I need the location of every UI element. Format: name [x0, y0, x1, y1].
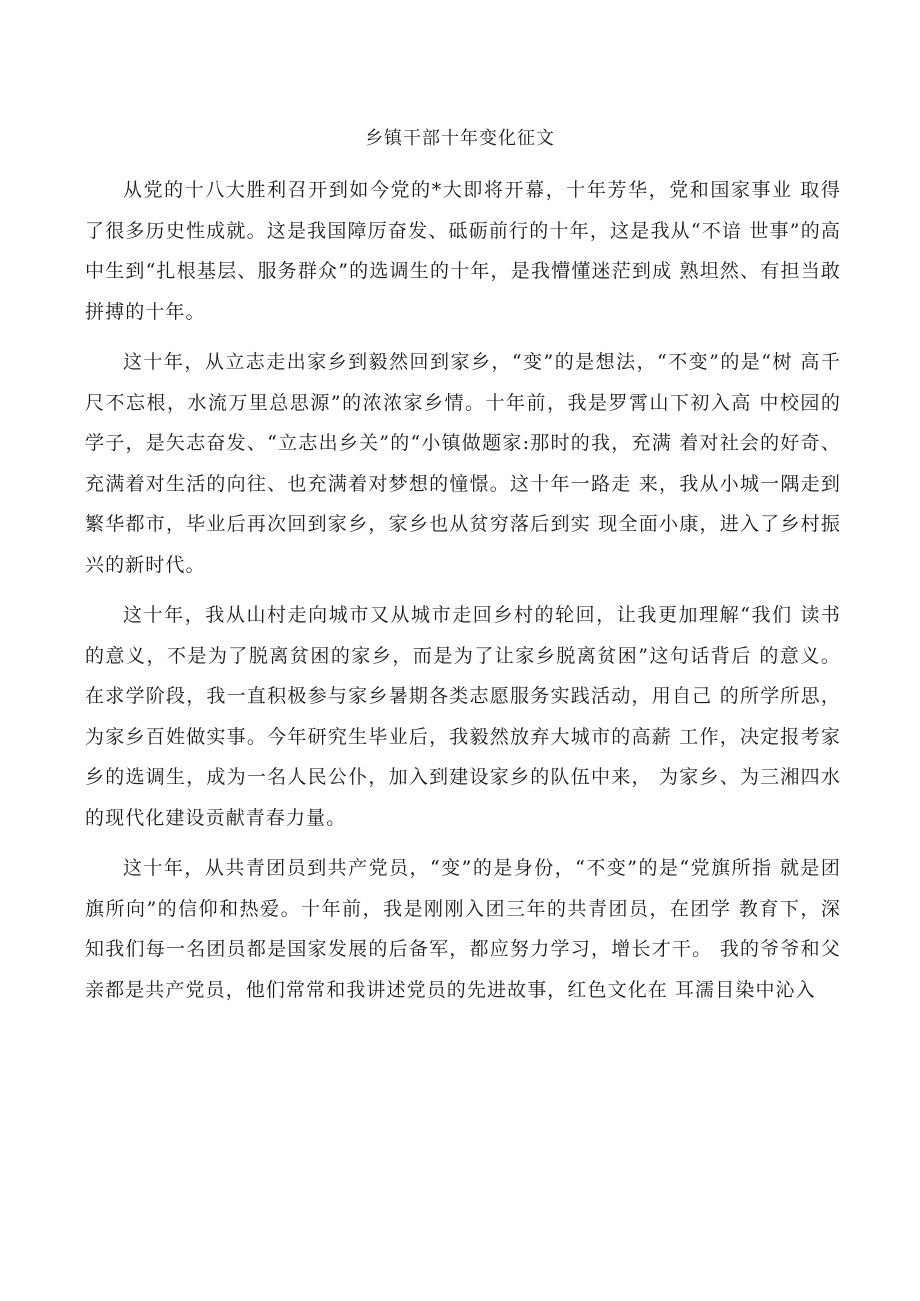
paragraph-1: 从党的十八大胜利召开到如今党的*大即将开幕，十年芳华，党和国家事业 取得了很多历史性成就。这是我国障厉奋发、砥砺前行的十年，这是我从“不谙 世事”的高中生到“扎根基层、服务群众”的选调生的十年，是我懵懂迷茫到成 熟坦然、有担当敢拼搏的十年。	[85, 179, 841, 323]
paragraph-3: 这十年，我从山村走向城市又从城市走回乡村的轮回，让我更加理解“我们 读书的意义，不是为了脱离贫困的家乡，而是为了让家乡脱离贫困”这句话背后 的意义。在求学阶段，我一直积极参与家乡暑期各类志愿服务实践活动，用自己 的所学所思，为家乡百姓做实事。今年研究生毕业后，我毅然放弃大城市的高薪 工作，决定报考家乡的选调生，成为一名人民公仆，加入到建设家乡的队伍中来， 为家乡、为三湘四水的现代化建设贡献青春力量。	[85, 604, 841, 829]
document-title: 乡镇干部十年变化征文	[365, 128, 555, 149]
document-body	[85, 170, 841, 1020]
paragraph-4: 这十年，从共青团员到共产党员，“变”的是身份，“不变”的是“党旗所指 就是团旗所向”的信仰和热爱。十年前，我是刚刚入团三年的共青团员，在团学 教育下，深知我们每一名团员都是国家发展的后备军，都应努力学习，增长才干。 我的爷爷和父亲都是共产党员，他们常常和我讲述党员的先进故事，红色文化在 耳濡目染中沁入	[85, 857, 841, 1001]
paragraph-2: 这十年，从立志走出家乡到毅然回到家乡，“变”的是想法，“不变”的是“树 高千尺不忘根，水流万里总思源”的浓浓家乡情。十年前，我是罗霄山下初入高 中校园的学子，是矢志奋发、“立志出乡关”的“小镇做题家:那时的我，充满 着对社会的好奇、充满着对生活的向往、也充满着对梦想的憧憬。这十年一路走 来，我从小城一隅走到繁华都市，毕业后再次回到家乡，家乡也从贫穷落后到实 现全面小康，进入了乡村振兴的新时代。	[85, 351, 841, 576]
